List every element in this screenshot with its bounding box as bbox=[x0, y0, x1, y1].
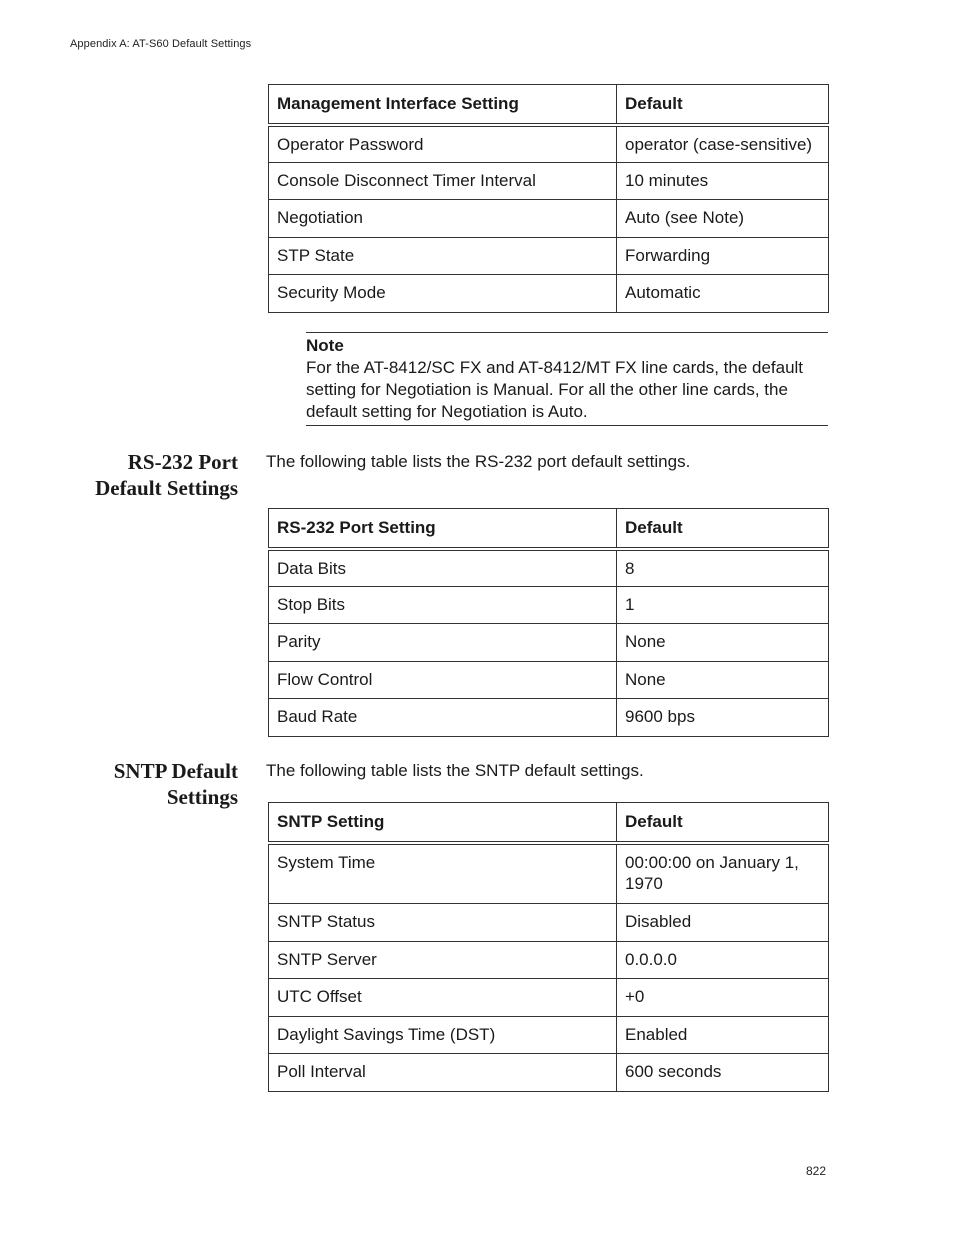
setting-cell: Security Mode bbox=[269, 275, 617, 313]
table-row bbox=[269, 904, 829, 942]
running-header: Appendix A: AT-S60 Default Settings bbox=[70, 38, 252, 50]
table-row bbox=[269, 941, 829, 979]
setting-cell: UTC Offset bbox=[269, 979, 617, 1017]
setting-cell: Console Disconnect Timer Interval bbox=[269, 162, 617, 200]
table-row bbox=[269, 1054, 829, 1092]
table-row bbox=[269, 549, 829, 587]
note-title: Note bbox=[306, 336, 344, 355]
setting-cell: Baud Rate bbox=[269, 699, 617, 737]
sntp-title-line2: Settings bbox=[166, 785, 238, 809]
setting-cell: STP State bbox=[269, 237, 617, 275]
page-number: 822 bbox=[806, 1164, 827, 1178]
note-box bbox=[306, 332, 828, 426]
default-cell: Disabled bbox=[617, 904, 829, 942]
table-row bbox=[269, 624, 829, 662]
table-row bbox=[269, 200, 829, 238]
setting-cell: Negotiation bbox=[269, 200, 617, 238]
table-row bbox=[269, 237, 829, 275]
table-row bbox=[269, 275, 829, 313]
setting-cell: Operator Password bbox=[269, 125, 617, 163]
default-cell: Forwarding bbox=[617, 237, 829, 275]
setting-cell: Daylight Savings Time (DST) bbox=[269, 1016, 617, 1054]
default-cell: None bbox=[617, 624, 829, 662]
setting-cell: Parity bbox=[269, 624, 617, 662]
default-cell: 0.0.0.0 bbox=[617, 941, 829, 979]
table-row bbox=[269, 125, 829, 163]
default-cell: 8 bbox=[617, 549, 829, 587]
default-cell: Auto (see Note) bbox=[617, 200, 829, 238]
default-cell: +0 bbox=[617, 979, 829, 1017]
sntp-section-title bbox=[38, 758, 238, 810]
column-header-default: Default bbox=[617, 803, 829, 843]
management-settings-table bbox=[268, 84, 829, 313]
setting-cell: SNTP Status bbox=[269, 904, 617, 942]
default-cell: 9600 bps bbox=[617, 699, 829, 737]
sntp-intro-text: The following table lists the SNTP default settings. bbox=[266, 761, 644, 780]
table-row bbox=[269, 162, 829, 200]
default-cell: 1 bbox=[617, 586, 829, 624]
table-header-row bbox=[269, 85, 829, 125]
column-header-setting: SNTP Setting bbox=[269, 803, 617, 843]
rs232-title-line2: Default Settings bbox=[95, 476, 238, 500]
default-cell: operator (case-sensitive) bbox=[617, 125, 829, 163]
default-cell: 00:00:00 on January 1, 1970 bbox=[617, 843, 829, 904]
default-cell: Automatic bbox=[617, 275, 829, 313]
setting-cell: System Time bbox=[269, 843, 617, 904]
setting-cell: Data Bits bbox=[269, 549, 617, 587]
sntp-title-line1: SNTP Default bbox=[113, 759, 238, 783]
column-header-default: Default bbox=[617, 509, 829, 549]
table-header-row bbox=[269, 803, 829, 843]
table-header-row bbox=[269, 509, 829, 549]
sntp-settings-table bbox=[268, 802, 829, 1092]
rs232-settings-table bbox=[268, 508, 829, 737]
default-cell: 10 minutes bbox=[617, 162, 829, 200]
rs232-section-title bbox=[38, 449, 238, 501]
default-cell: None bbox=[617, 661, 829, 699]
table-row bbox=[269, 979, 829, 1017]
setting-cell: Stop Bits bbox=[269, 586, 617, 624]
table-row bbox=[269, 699, 829, 737]
table-row bbox=[269, 586, 829, 624]
table-row bbox=[269, 1016, 829, 1054]
rs232-intro-text: The following table lists the RS-232 port default settings. bbox=[266, 452, 691, 471]
rs232-title-line1: RS-232 Port bbox=[127, 450, 238, 474]
table-row bbox=[269, 843, 829, 904]
column-header-setting: Management Interface Setting bbox=[269, 85, 617, 125]
table-row bbox=[269, 661, 829, 699]
column-header-setting: RS-232 Port Setting bbox=[269, 509, 617, 549]
setting-cell: Flow Control bbox=[269, 661, 617, 699]
default-cell: 600 seconds bbox=[617, 1054, 829, 1092]
setting-cell: SNTP Server bbox=[269, 941, 617, 979]
note-text: For the AT-8412/SC FX and AT-8412/MT FX line cards, the default setting for Negotiation is Manual. For all the other line cards, the default setting for Negotiation is Auto. bbox=[306, 358, 804, 421]
default-cell: Enabled bbox=[617, 1016, 829, 1054]
setting-cell: Poll Interval bbox=[269, 1054, 617, 1092]
column-header-default: Default bbox=[617, 85, 829, 125]
